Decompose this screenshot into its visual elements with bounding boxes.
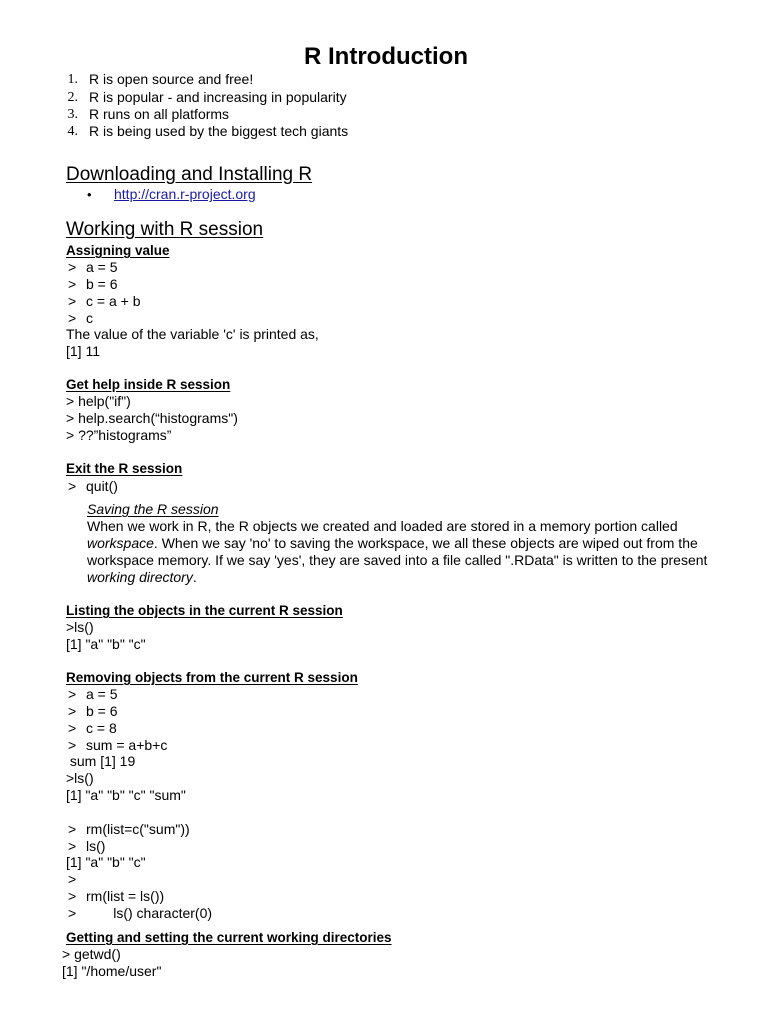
code-output: [1] "a" "b" "c" — [66, 854, 146, 870]
code-line: >ls() — [66, 619, 94, 635]
code-line: c = a + b — [86, 293, 141, 309]
saving-session-title: Saving the R session — [87, 501, 219, 517]
prompt-symbol: > — [68, 703, 77, 719]
prompt-symbol: > — [68, 905, 77, 921]
subheading-listing: Listing the objects in the current R session — [66, 603, 343, 618]
code-line: > help("if") — [66, 393, 131, 409]
code-output: [1] 11 — [66, 343, 100, 359]
section-heading-session: Working with R session — [66, 219, 264, 240]
paragraph-text: When we work in R, the R objects we created and loaded are stored in a memory portion called — [87, 518, 678, 534]
code-line: > ??”histograms” — [66, 427, 172, 443]
list-number: 1. — [67, 72, 78, 87]
list-number: 2. — [67, 90, 78, 105]
subheading-working-directory: Getting and setting the current working directories — [66, 930, 392, 945]
code-line: b = 6 — [86, 703, 118, 719]
code-line: c = 8 — [86, 720, 117, 736]
prompt-symbol: > — [68, 838, 77, 854]
subheading-help: Get help inside R session — [66, 377, 231, 392]
list-item: R runs on all platforms — [89, 106, 230, 122]
prompt-symbol: > — [68, 888, 77, 904]
code-line: ls() character(0) — [86, 905, 213, 921]
bullet-icon: • — [87, 187, 92, 202]
code-line: b = 6 — [86, 276, 118, 292]
prompt-symbol: > — [68, 293, 77, 309]
prompt-symbol: > — [68, 310, 77, 326]
paragraph-text: . — [192, 569, 197, 585]
prompt-symbol: > — [68, 686, 77, 702]
saving-session-paragraph — [87, 518, 727, 586]
prompt-symbol: > — [68, 720, 77, 736]
subheading-removing: Removing objects from the current R session — [66, 670, 358, 685]
code-line: >ls() — [66, 770, 94, 786]
prompt-symbol: > — [68, 871, 77, 887]
list-item: R is popular - and increasing in popularity — [89, 89, 347, 105]
code-line: > help.search(“histograms") — [66, 410, 238, 426]
body-text: The value of the variable 'c' is printed as, — [66, 326, 319, 342]
code-output: sum [1] 19 — [66, 753, 136, 769]
code-line: rm(list=c("sum")) — [86, 821, 190, 837]
list-number: 4. — [67, 124, 78, 139]
cran-link[interactable]: http://cran.r-project.org — [114, 186, 256, 202]
list-number: 3. — [67, 107, 78, 122]
code-line: rm(list = ls()) — [86, 888, 165, 904]
code-line: a = 5 — [86, 259, 118, 275]
list-item: R is open source and free! — [89, 71, 254, 87]
code-line: ls() — [86, 838, 106, 854]
prompt-symbol: > — [68, 276, 77, 292]
paragraph-emphasis: workspace — [87, 535, 154, 551]
subheading-exit: Exit the R session — [66, 461, 183, 476]
prompt-symbol: > — [68, 478, 77, 494]
subheading-assigning: Assigning value — [66, 243, 170, 258]
code-line: c — [86, 310, 93, 326]
code-line: quit() — [86, 478, 118, 494]
prompt-symbol: > — [68, 737, 77, 753]
code-line: > getwd() — [62, 946, 121, 962]
code-output: [1] "a" "b" "c" — [66, 636, 146, 652]
list-item: R is being used by the biggest tech giants — [89, 123, 349, 139]
prompt-symbol: > — [68, 259, 77, 275]
page-title: R Introduction — [304, 43, 468, 70]
section-heading-download: Downloading and Installing R — [66, 164, 313, 185]
code-output: [1] "/home/user" — [62, 963, 162, 979]
code-line: a = 5 — [86, 686, 118, 702]
paragraph-text: . When we say 'no' to saving the workspace, we all these objects are wiped out from the workspace memory. If we say 'yes', they are saved into a file called ".RData" is written to the present — [87, 535, 708, 568]
code-output: [1] "a" "b" "c" "sum" — [66, 787, 186, 803]
prompt-symbol: > — [68, 821, 77, 837]
code-line: sum = a+b+c — [86, 737, 168, 753]
paragraph-emphasis: working directory — [87, 569, 193, 585]
